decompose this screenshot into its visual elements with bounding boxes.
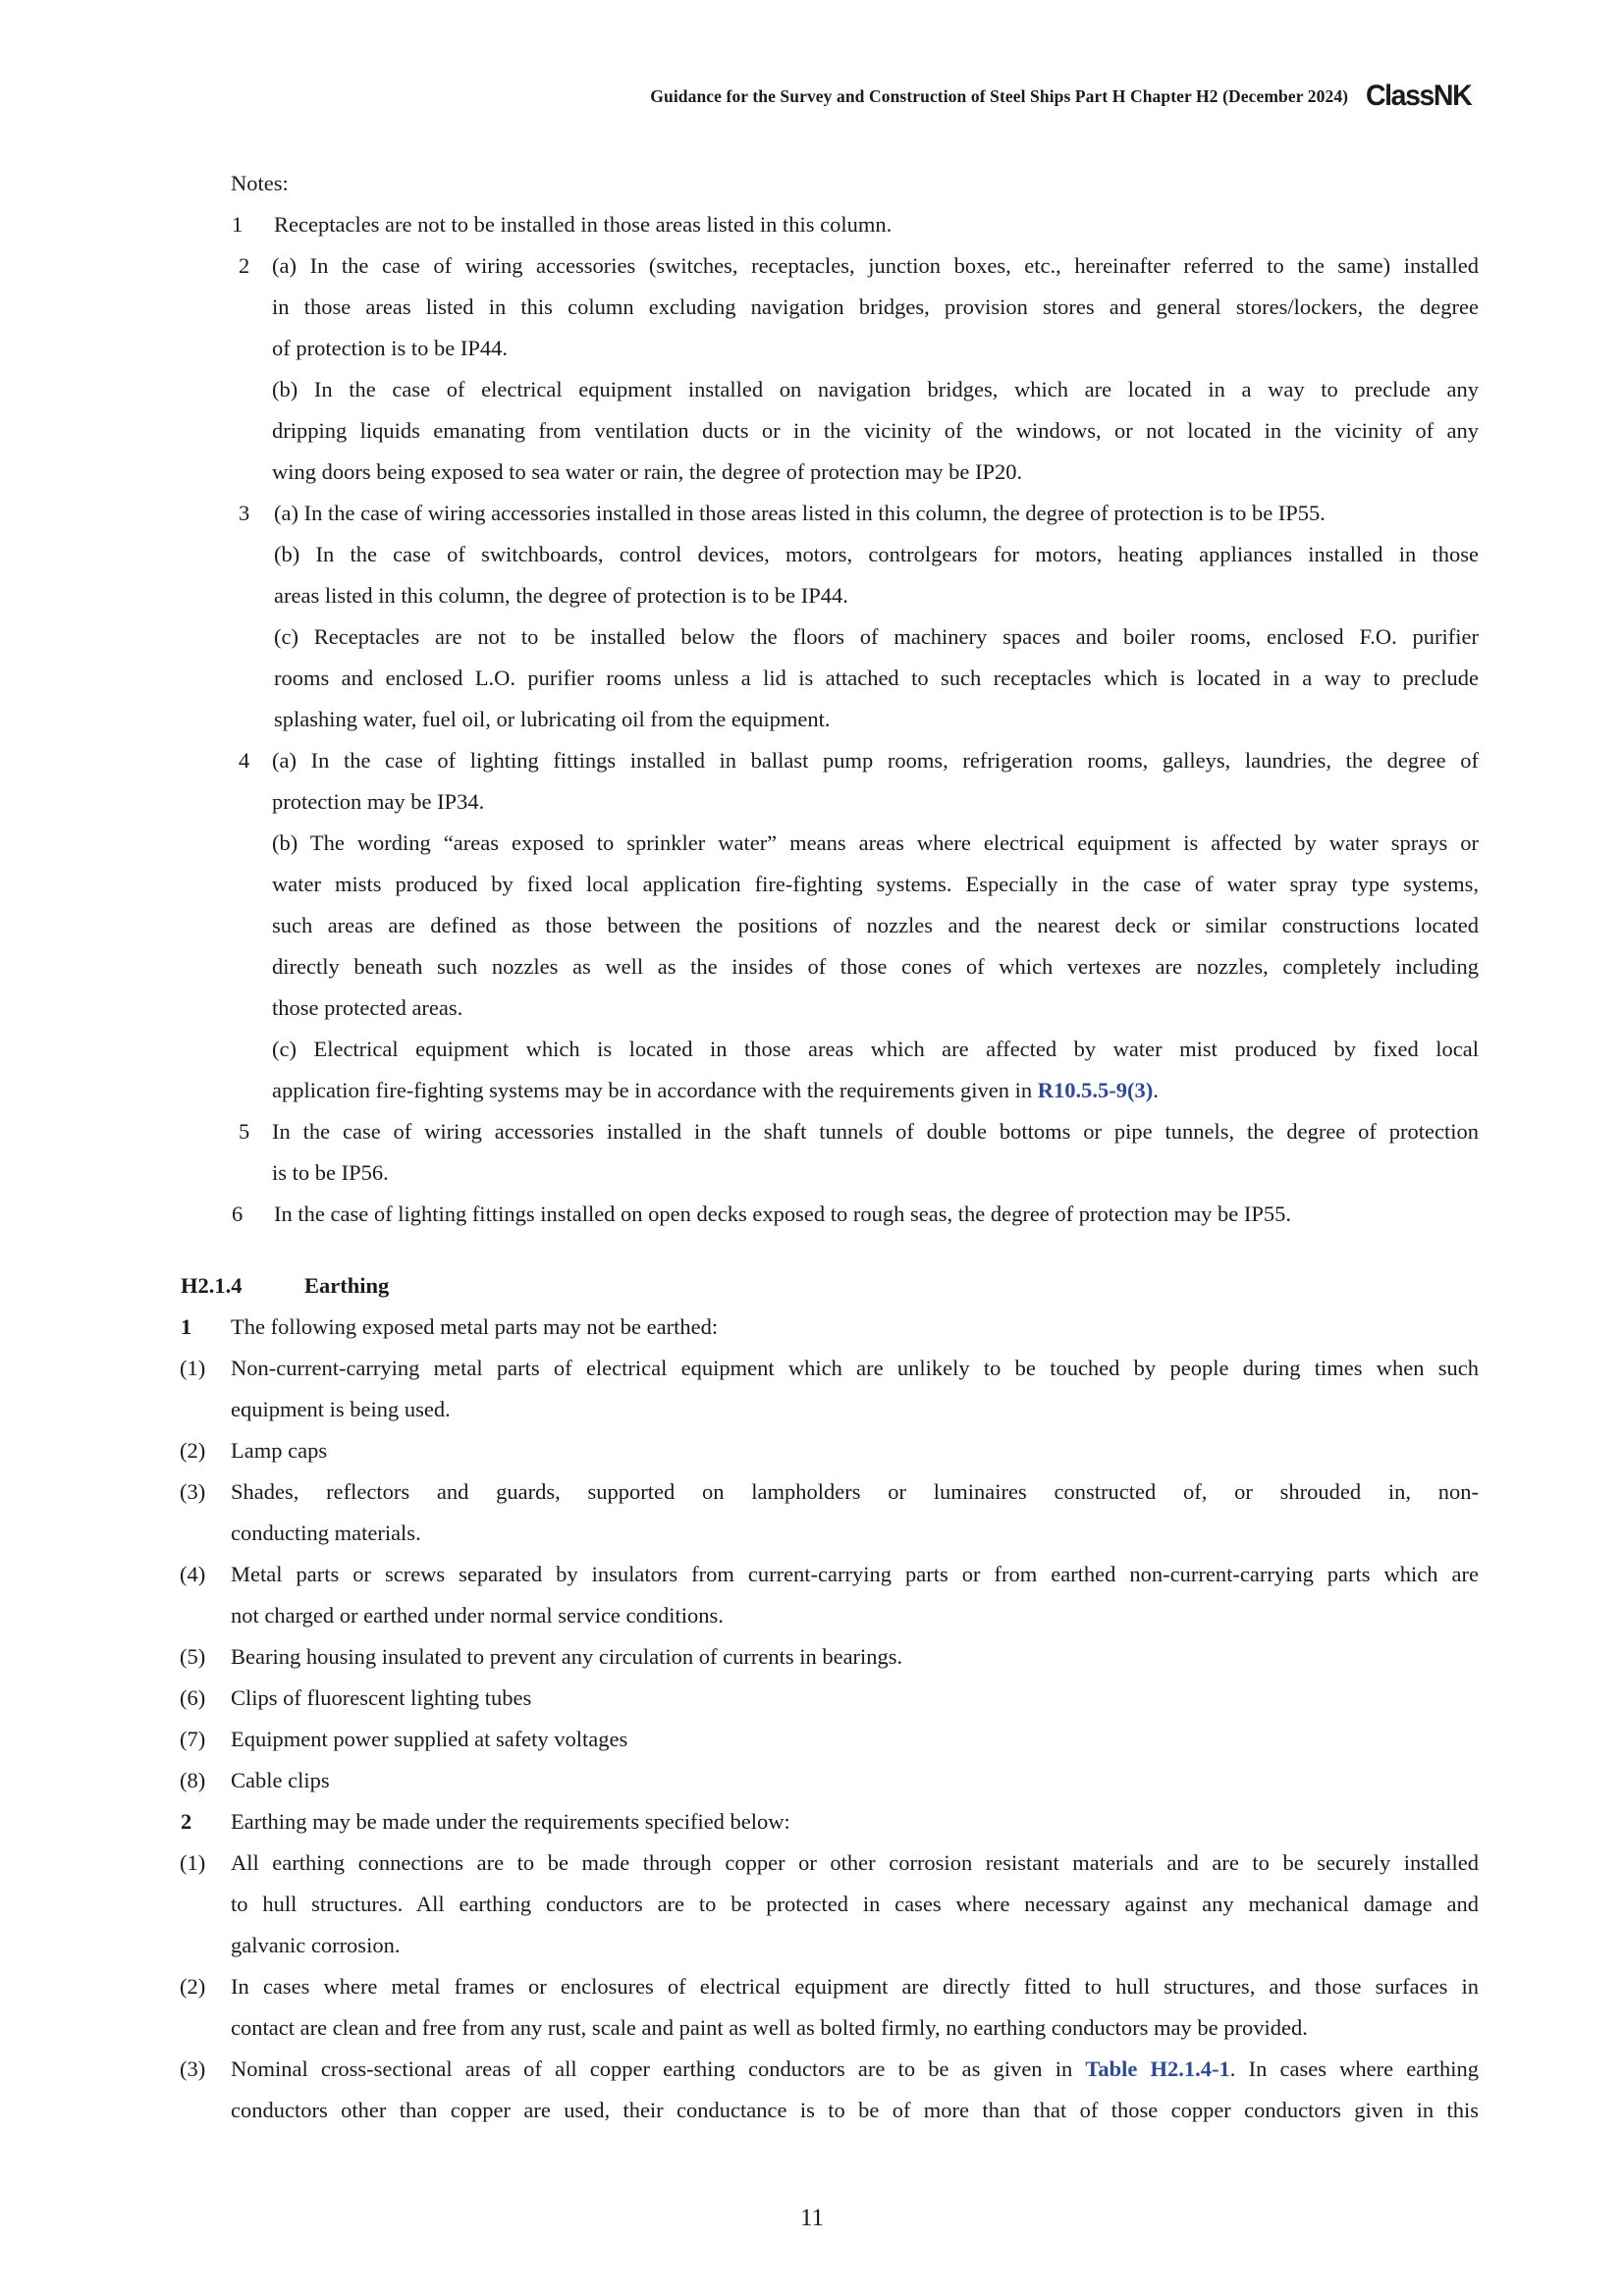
p1-item-4-line-1: Metal parts or screws separated by insulators from current-carrying parts or from earthed non-current-carrying parts which are: [231, 1562, 1479, 1586]
p1-item-3-number: (3): [180, 1479, 206, 1504]
note-4b-line-5: those protected areas.: [272, 995, 463, 1020]
p1-item-1-line-2: equipment is being used.: [231, 1397, 451, 1421]
p1-item-3-line-2: conducting materials.: [231, 1521, 421, 1545]
paragraph-2-intro: Earthing may be made under the requirements specified below:: [231, 1809, 790, 1834]
note-1-text: Receptacles are not to be installed in those areas listed in this column.: [274, 212, 893, 237]
p2-item-3-line-1-text: Nominal cross-sectional areas of all copper earthing conductors are to be as given in: [231, 2056, 1086, 2081]
note-1-number: 1: [232, 212, 244, 237]
p1-item-7-line-1: Equipment power supplied at safety voltages: [231, 1727, 628, 1751]
section-number: H2.1.4: [181, 1273, 243, 1298]
note-4c-line-2-text: application fire-fighting systems may be in accordance with the requirements given in: [272, 1078, 1038, 1102]
note-4b-line-1: (b) The wording “areas exposed to sprinkler water” means areas where electrical equipment is affected by water sprays or: [272, 830, 1479, 855]
paragraph-1-intro: The following exposed metal parts may not be earthed:: [231, 1314, 719, 1339]
p2-item-1-line-2: to hull structures. All earthing conductors are to be protected in cases where necessary against any mechanical damage and: [231, 1892, 1479, 1916]
note-3b-line-2: areas listed in this column, the degree of protection is to be IP44.: [274, 583, 848, 608]
p1-item-8-number: (8): [180, 1768, 206, 1792]
p2-item-2-line-2: contact are clean and free from any rust, scale and paint as well as bolted firmly, no earthing conductors may be provided.: [231, 2015, 1308, 2040]
p2-item-3-line-2: conductors other than copper are used, their conductance is to be of more than that of those copper conductors given in this: [231, 2098, 1479, 2122]
p1-item-4-line-2: not charged or earthed under normal service conditions.: [231, 1603, 724, 1628]
p2-item-3-number: (3): [180, 2056, 206, 2081]
p1-item-8-line-1: Cable clips: [231, 1768, 330, 1792]
p1-item-3-line-1: Shades, reflectors and guards, supported on lampholders or luminaires constructed of, or shrouded in, non-: [231, 1479, 1479, 1504]
p1-item-2-number: (2): [180, 1438, 206, 1463]
note-4b-line-2: water mists produced by fixed local application fire-fighting systems. Especially in the case of water spray type systems,: [272, 872, 1479, 896]
p2-item-1-number: (1): [180, 1850, 206, 1875]
note-5-number: 5: [239, 1119, 250, 1144]
note-6-text: In the case of lighting fittings installed on open decks exposed to rough seas, the degree of protection may be IP55.: [274, 1201, 1291, 1226]
p2-item-2-line-1: In cases where metal frames or enclosures of electrical equipment are directly fitted to hull structures, and those surfaces in: [231, 1974, 1479, 1999]
note-2a-line-1: (a) In the case of wiring accessories (switches, receptacles, junction boxes, etc., hereinafter referred to the same) installed: [272, 253, 1479, 278]
note-3a-line-1: (a) In the case of wiring accessories installed in those areas listed in this column, the degree of protection is to be IP55.: [274, 501, 1326, 525]
note-4b-line-4: directly beneath such nozzles as well as the insides of those cones of which vertexes are nozzles, completely including: [272, 954, 1479, 979]
note-3c-line-3: splashing water, fuel oil, or lubricating oil from the equipment.: [274, 707, 831, 731]
p2-item-2-number: (2): [180, 1974, 206, 1999]
note-2-number: 2: [239, 253, 250, 278]
note-4c-line-1: (c) Electrical equipment which is located in those areas which are affected by water mist produced by fixed local: [272, 1037, 1479, 1061]
note-4a-line-1: (a) In the case of lighting fittings installed in ballast pump rooms, refrigeration rooms, galleys, laundries, the degree of: [272, 748, 1479, 773]
p1-item-6-line-1: Clips of fluorescent lighting tubes: [231, 1685, 532, 1710]
note-2a-line-2: in those areas listed in this column excluding navigation bridges, provision stores and general stores/lockers, the degree: [272, 294, 1479, 319]
note-4c-line-2: [272, 1077, 1479, 1104]
p2-item-3-line-1-end: . In cases where earthing: [1229, 2056, 1479, 2081]
paragraph-2-number: 2: [181, 1809, 192, 1834]
paragraph-1-number: 1: [181, 1314, 192, 1339]
header-title: Guidance for the Survey and Construction of Steel Ships Part H Chapter H2 (December 2024): [650, 85, 1349, 106]
p1-item-1-number: (1): [180, 1356, 206, 1380]
note-3b-line-1: (b) In the case of switchboards, control devices, motors, controlgears for motors, heating appliances installed in those: [274, 542, 1479, 566]
p1-item-2-line-1: Lamp caps: [231, 1438, 328, 1463]
note-3-number: 3: [239, 501, 250, 525]
note-4c-line-2-end: .: [1153, 1078, 1159, 1102]
p2-item-1-line-1: All earthing connections are to be made through copper or other corrosion resistant materials and are to be securely installed: [231, 1850, 1479, 1875]
note-3c-line-1: (c) Receptacles are not to be installed below the floors of machinery spaces and boiler rooms, enclosed F.O. purifier: [274, 624, 1479, 649]
link-table-h2-1-4-1[interactable]: Table H2.1.4-1: [1085, 2056, 1230, 2081]
note-4b-line-3: such areas are defined as those between the positions of nozzles and the nearest deck or similar constructions located: [272, 913, 1479, 937]
note-3c-line-2: rooms and enclosed L.O. purifier rooms unless a lid is attached to such receptacles which is located in a way to preclude: [274, 666, 1479, 690]
p1-item-6-number: (6): [180, 1685, 206, 1710]
note-6-number: 6: [232, 1201, 244, 1226]
note-4-number: 4: [239, 748, 250, 773]
note-4a-line-2: protection may be IP34.: [272, 789, 485, 814]
note-2a-line-3: of protection is to be IP44.: [272, 336, 508, 360]
note-2b-line-1: (b) In the case of electrical equipment installed on navigation bridges, which are located in a way to preclude any: [272, 377, 1479, 401]
note-5-line-2: is to be IP56.: [272, 1160, 389, 1185]
notes-heading: Notes:: [231, 171, 289, 195]
note-5-line-1: In the case of wiring accessories installed in the shaft tunnels of double bottoms or pipe tunnels, the degree of protection: [272, 1119, 1479, 1144]
p2-item-3-line-1: [231, 2056, 1479, 2083]
link-r10-5-5-9-3[interactable]: R10.5.5-9(3): [1037, 1078, 1154, 1102]
page-number: 11: [799, 2205, 825, 2231]
note-2b-line-2: dripping liquids emanating from ventilation ducts or in the vicinity of the windows, or not located in the vicinity of any: [272, 418, 1479, 443]
p2-item-1-line-3: galvanic corrosion.: [231, 1933, 401, 1957]
p1-item-7-number: (7): [180, 1727, 206, 1751]
section-title: Earthing: [304, 1273, 390, 1298]
classnk-logo: ClassNK: [1366, 80, 1472, 112]
p1-item-1-line-1: Non-current-carrying metal parts of electrical equipment which are unlikely to be touched by people during times when such: [231, 1356, 1479, 1380]
note-2b-line-3: wing doors being exposed to sea water or rain, the degree of protection may be IP20.: [272, 459, 1023, 484]
p1-item-5-number: (5): [180, 1644, 206, 1669]
p1-item-4-number: (4): [180, 1562, 206, 1586]
page-header: [650, 77, 1477, 116]
p1-item-5-line-1: Bearing housing insulated to prevent any circulation of currents in bearings.: [231, 1644, 903, 1669]
